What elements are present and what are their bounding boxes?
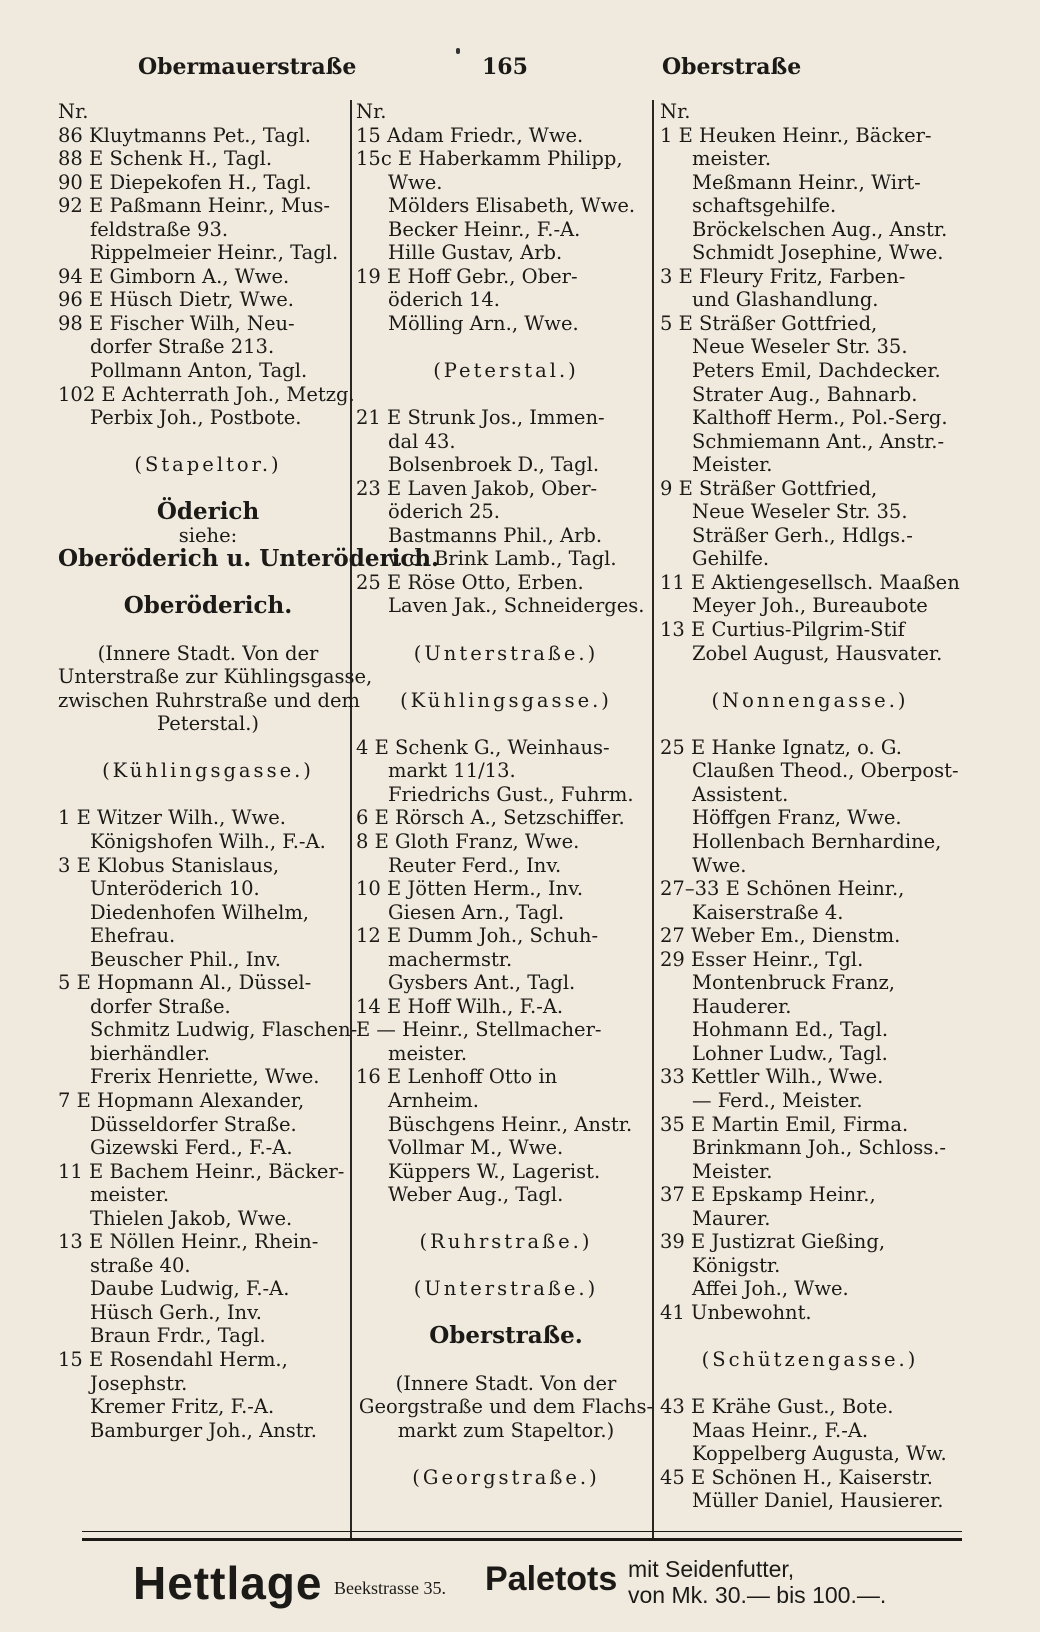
- directory-line: machermstr.: [388, 947, 513, 971]
- directory-line: 21 E Strunk Jos., Immen-: [356, 406, 605, 430]
- directory-line: (Kühlingsgasse.): [400, 688, 612, 712]
- spacer: [356, 665, 656, 689]
- directory-line: 15c E Haberkamm Philipp,: [356, 147, 623, 171]
- directory-line: Braun Frdr., Tagl.: [90, 1324, 266, 1348]
- directory-line: Mölling Arn., Wwe.: [388, 311, 579, 335]
- directory-line: 25 E Hanke Ignatz, o. G.: [660, 735, 902, 759]
- directory-line: Bamburger Joh., Anstr.: [90, 1418, 317, 1442]
- directory-line: Meister.: [692, 453, 773, 477]
- directory-line: 92 E Paßmann Heinr., Mus-: [58, 194, 331, 218]
- directory-line: Kremer Fritz, F.-A.: [90, 1395, 275, 1419]
- spacer: [58, 571, 358, 595]
- ad-product: Paletots: [485, 1560, 618, 1598]
- directory-line: Unteröderich 10.: [90, 877, 260, 901]
- directory-line: Meßmann Heinr., Wirt-: [692, 170, 921, 194]
- directory-line: — Ferd., Meister.: [692, 1088, 863, 1112]
- directory-line: 88 E Schenk H., Tagl.: [58, 147, 273, 171]
- directory-line: 39 E Justizrat Gießing,: [660, 1230, 886, 1254]
- ad-text-line-1: mit Seidenfutter,: [628, 1556, 795, 1582]
- ad-text-line-2: von Mk. 30.— bis 100.—.: [628, 1582, 887, 1608]
- directory-line: meister.: [388, 1041, 468, 1065]
- directory-line: Gysbers Ant., Tagl.: [388, 971, 576, 995]
- directory-line: Pollmann Anton, Tagl.: [90, 359, 308, 383]
- directory-line: 13 E Curtius-Pilgrim-Stif: [660, 618, 905, 642]
- directory-line: (Schützengasse.): [701, 1347, 919, 1371]
- directory-line: 8 E Gloth Franz, Wwe.: [356, 829, 580, 853]
- directory-line: Hüsch Gerh., Inv.: [90, 1300, 263, 1324]
- directory-line: Diedenhofen Wilhelm,: [90, 900, 310, 924]
- directory-line: Oberöderich.: [123, 592, 293, 620]
- directory-line: dal 43.: [388, 429, 456, 453]
- directory-line: Kalthoff Herm., Pol.-Serg.: [692, 406, 948, 430]
- directory-line: 25 E Röse Otto, Erben.: [356, 570, 584, 594]
- running-head-left: Obermauerstraße: [138, 54, 357, 80]
- directory-line: 29 Esser Heinr., Tgl.: [660, 947, 864, 971]
- directory-line: 9 E Sträßer Gottfried,: [660, 476, 878, 500]
- directory-line: Affei Joh., Wwe.: [692, 1277, 849, 1301]
- directory-line: Nr.: [356, 100, 387, 123]
- directory-line: Maas Heinr., F.-A.: [692, 1418, 869, 1442]
- spacer: [660, 712, 960, 736]
- directory-line: Claußen Theod., Oberpost-: [692, 759, 959, 783]
- page-number: 165: [482, 54, 528, 80]
- directory-line: Koppelberg Augusta, Ww.: [692, 1442, 947, 1466]
- directory-line: 96 E Hüsch Dietr, Wwe.: [58, 288, 294, 312]
- directory-line: 1 E Witzer Wilh., Wwe.: [58, 806, 286, 830]
- directory-line: Hohmann Ed., Tagl.: [692, 1018, 889, 1042]
- directory-line: 12 E Dumm Joh., Schuh-: [356, 924, 599, 948]
- directory-line: 3 E Fleury Fritz, Farben-: [660, 264, 906, 288]
- directory-line: 37 E Epskamp Heinr.,: [660, 1183, 876, 1207]
- directory-line: 14 E Hoff Wilh., F.-A.: [356, 994, 564, 1018]
- directory-line: (Unterstraße.): [413, 641, 599, 665]
- directory-line: Frerix Henriette, Wwe.: [90, 1065, 320, 1089]
- directory-line: 102 E Achterrath Joh., Metzg.: [58, 382, 355, 406]
- directory-line: Neue Weseler Str. 35.: [692, 500, 908, 524]
- directory-line: 27 Weber Em., Dienstm.: [660, 924, 901, 948]
- directory-line: und Glashandlung.: [692, 288, 879, 312]
- directory-line: Schmiemann Ant., Anstr.-: [692, 429, 945, 453]
- spacer: [356, 712, 656, 736]
- directory-line: 5 E Sträßer Gottfried,: [660, 311, 878, 335]
- directory-line: v. d. Brink Lamb., Tagl.: [388, 547, 617, 571]
- directory-line: Öderich: [156, 498, 260, 526]
- directory-line: Zobel August, Hausvater.: [692, 641, 943, 665]
- spacer: [58, 477, 358, 501]
- directory-line: Reuter Ferd., Inv.: [388, 853, 562, 877]
- directory-line: 11 E Aktiengesellsch. Maaßen: [660, 570, 960, 594]
- directory-line: Peters Emil, Dachdecker.: [692, 359, 941, 383]
- directory-line: Müller Daniel, Hausierer.: [692, 1489, 944, 1513]
- directory-line: dorfer Straße 213.: [90, 335, 275, 359]
- directory-line: 98 E Fischer Wilh, Neu-: [58, 311, 295, 335]
- directory-line: 23 E Laven Jakob, Ober-: [356, 476, 598, 500]
- directory-line: 1 E Heuken Heinr., Bäcker-: [660, 123, 932, 147]
- spacer: [660, 1324, 960, 1348]
- directory-line: Nr.: [58, 100, 89, 123]
- directory-line: Lohner Ludw., Tagl.: [692, 1041, 888, 1065]
- directory-line: 16 E Lenhoff Otto in: [356, 1065, 558, 1089]
- directory-line: zwischen Ruhrstraße und dem: [58, 688, 360, 712]
- spacer: [356, 1207, 656, 1231]
- directory-line: Gizewski Ferd., F.-A.: [90, 1136, 293, 1160]
- directory-line: Königstr.: [692, 1253, 781, 1277]
- directory-line: Vollmar M., Wwe.: [388, 1136, 564, 1160]
- directory-line: (Ruhrstraße.): [419, 1230, 593, 1254]
- spacer: [356, 1301, 656, 1325]
- spacer: [58, 783, 358, 807]
- spacer: [660, 665, 960, 689]
- directory-line: Unterstraße zur Kühlingsgasse,: [58, 665, 373, 689]
- directory-line: Hauderer.: [692, 994, 792, 1018]
- directory-line: Rippelmeier Heinr., Tagl.: [90, 241, 339, 265]
- column-3: [660, 100, 960, 1513]
- directory-line: (Innere Stadt. Von der: [97, 641, 319, 665]
- directory-line: Mölders Elisabeth, Wwe.: [388, 194, 636, 218]
- footer-rule: [82, 1538, 962, 1541]
- ad-brand: Hettlage: [133, 1557, 323, 1609]
- directory-line: Strater Aug., Bahnarb.: [692, 382, 918, 406]
- directory-line: Giesen Arn., Tagl.: [388, 900, 565, 924]
- spacer: [356, 1348, 656, 1372]
- directory-line: Bröckelschen Aug., Anstr.: [692, 217, 948, 241]
- directory-line: 13 E Nöllen Heinr., Rhein-: [58, 1230, 319, 1254]
- directory-line: markt zum Stapeltor.): [397, 1418, 615, 1442]
- directory-line: 27–33 E Schönen Heinr.,: [660, 877, 905, 901]
- directory-line: 33 Kettler Wilh., Wwe.: [660, 1065, 884, 1089]
- directory-line: Oberstraße.: [429, 1322, 583, 1350]
- directory-line: siehe:: [178, 523, 238, 547]
- directory-line: Schmitz Ludwig, Flaschen-: [90, 1018, 358, 1042]
- spacer: [356, 1254, 656, 1278]
- directory-line: Sträßer Gerh., Hdlgs.-: [692, 523, 913, 547]
- directory-line: 7 E Hopmann Alexander,: [58, 1088, 305, 1112]
- directory-line: Brinkmann Joh., Schloss.-: [692, 1136, 947, 1160]
- directory-line: (Nonnengasse.): [711, 688, 909, 712]
- directory-line: 94 E Gimborn A., Wwe.: [58, 264, 290, 288]
- directory-line: (Kühlingsgasse.): [102, 759, 314, 783]
- directory-line: 41 Unbewohnt.: [660, 1300, 812, 1324]
- directory-line: schaftsgehilfe.: [692, 194, 837, 218]
- directory-line: Montenbruck Franz,: [692, 971, 896, 995]
- spacer: [356, 383, 656, 407]
- directory-line: 43 E Krähe Gust., Bote.: [660, 1395, 894, 1419]
- directory-line: Assistent.: [692, 782, 789, 806]
- directory-line: Perbix Joh., Postbote.: [90, 406, 302, 430]
- directory-line: Wwe.: [388, 170, 443, 194]
- directory-line: Höffgen Franz, Wwe.: [692, 806, 902, 830]
- spacer: [660, 1372, 960, 1396]
- directory-line: Wwe.: [692, 853, 747, 877]
- directory-line: feldstraße 93.: [90, 217, 229, 241]
- directory-line: öderich 14.: [388, 288, 501, 312]
- directory-line: öderich 25.: [388, 500, 501, 524]
- directory-line: 90 E Diepekofen H., Tagl.: [58, 170, 312, 194]
- directory-line: Kaiserstraße 4.: [692, 900, 844, 924]
- directory-line: Oberöderich u. Unteröderich.: [58, 545, 440, 573]
- spacer: [58, 430, 358, 454]
- spacer: [356, 335, 656, 359]
- directory-line: 5 E Hopmann Al., Düssel-: [58, 971, 312, 995]
- directory-line: Neue Weseler Str. 35.: [692, 335, 908, 359]
- spacer: [356, 1442, 656, 1466]
- directory-line: Hille Gustav, Arb.: [388, 241, 563, 265]
- footer-rule-thin: [82, 1531, 962, 1532]
- directory-line: Meyer Joh., Bureaubote: [692, 594, 928, 618]
- spacer: [58, 736, 358, 760]
- directory-line: Daube Ludwig, F.-A.: [90, 1277, 290, 1301]
- directory-line: (Stapeltor.): [134, 453, 282, 477]
- directory-line: 3 E Klobus Stanislaus,: [58, 853, 280, 877]
- directory-line: (Unterstraße.): [413, 1277, 599, 1301]
- directory-line: Maurer.: [692, 1206, 771, 1230]
- directory-line: Georgstraße und dem Flachs-: [358, 1395, 654, 1419]
- directory-line: Becker Heinr., F.-A.: [388, 217, 581, 241]
- directory-line: Weber Aug., Tagl.: [388, 1183, 564, 1207]
- directory-line: Schmidt Josephine, Wwe.: [692, 241, 944, 265]
- directory-line: Ehefrau.: [90, 924, 176, 948]
- directory-line: Thielen Jakob, Wwe.: [90, 1206, 293, 1230]
- directory-line: straße 40.: [90, 1253, 191, 1277]
- directory-line: 6 E Rörsch A., Setzschiffer.: [356, 806, 625, 830]
- directory-line: Meister.: [692, 1159, 773, 1183]
- directory-line: 15 E Rosendahl Herm.,: [58, 1347, 288, 1371]
- ad-address: Beekstrasse 35.: [334, 1578, 446, 1598]
- directory-line: Düsseldorfer Straße.: [90, 1112, 297, 1136]
- directory-line: Laven Jak., Schneiderges.: [388, 594, 645, 618]
- directory-line: (Innere Stadt. Von der: [395, 1371, 617, 1395]
- directory-line: Königshofen Wilh., F.-A.: [90, 829, 326, 853]
- directory-line: Büschgens Heinr., Anstr.: [388, 1112, 633, 1136]
- directory-line: 11 E Bachem Heinr., Bäcker-: [58, 1159, 345, 1183]
- directory-line: bierhändler.: [90, 1041, 210, 1065]
- directory-line: Gehilfe.: [692, 547, 770, 571]
- directory-line: E — Heinr., Stellmacher-: [356, 1018, 602, 1042]
- directory-line: Peterstal.): [157, 712, 259, 736]
- directory-line: 15 Adam Friedr., Wwe.: [356, 123, 584, 147]
- directory-line: 10 E Jötten Herm., Inv.: [356, 877, 584, 901]
- directory-line: Bastmanns Phil., Arb.: [388, 523, 603, 547]
- directory-line: 45 E Schönen H., Kaiserstr.: [660, 1465, 933, 1489]
- directory-line: Nr.: [660, 100, 691, 123]
- directory-line: meister.: [90, 1183, 170, 1207]
- directory-line: dorfer Straße.: [90, 994, 231, 1018]
- directory-line: 86 Kluytmanns Pet., Tagl.: [58, 123, 311, 147]
- directory-line: Josephstr.: [90, 1371, 188, 1395]
- directory-line: 4 E Schenk G., Weinhaus-: [356, 735, 610, 759]
- directory-line: Beuscher Phil., Inv.: [90, 947, 281, 971]
- directory-line: (Georgstraße.): [412, 1465, 600, 1489]
- directory-line: Hollenbach Bernhardine,: [692, 829, 942, 853]
- directory-line: 35 E Martin Emil, Firma.: [660, 1112, 909, 1136]
- directory-line: Friedrichs Gust., Fuhrm.: [388, 782, 634, 806]
- directory-line: (Peterstal.): [433, 359, 579, 383]
- advertisement: [0, 1548, 1040, 1618]
- page-header: [0, 54, 1040, 88]
- column-2: [356, 100, 656, 1489]
- running-head-right: Oberstraße: [662, 54, 802, 80]
- directory-line: Küppers W., Lagerist.: [388, 1159, 601, 1183]
- directory-line: meister.: [692, 147, 772, 171]
- directory-line: 19 E Hoff Gebr., Ober-: [356, 264, 578, 288]
- directory-line: markt 11/13.: [388, 759, 516, 783]
- spacer: [356, 618, 656, 642]
- spacer: [58, 618, 358, 642]
- directory-line: Bolsenbroek D., Tagl.: [388, 453, 600, 477]
- directory-line: Arnheim.: [388, 1088, 479, 1112]
